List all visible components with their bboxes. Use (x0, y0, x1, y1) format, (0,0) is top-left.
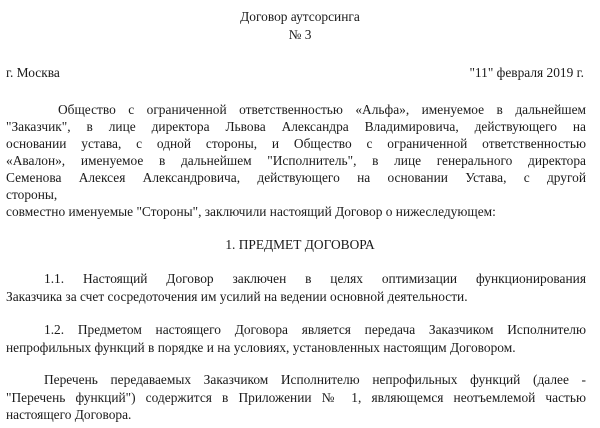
preamble-line: "Заказчик", в лице директора Львова Александра Владимировича, действующего на (6, 119, 586, 134)
contract-date: "11" февраля 2019 г. (469, 65, 584, 80)
paragraph-line: настоящего Договора. (6, 407, 132, 422)
preamble-line: Семенова Алексея Александровича, действующего на основании Устава, с другой (6, 170, 586, 185)
preamble-line: Общество с ограниченной ответственностью «Альфа», именуемое в дальнейшем (58, 102, 586, 117)
city: г. Москва (6, 65, 60, 80)
preamble-line: основании устава, с одной стороны, и Общество с ограниченной ответственностью (6, 136, 586, 151)
section-title: 1. ПРЕДМЕТ ДОГОВОРА (225, 237, 375, 252)
preamble-line: «Авалон», именуемое в дальнейшем "Исполнитель", в лице генерального директора (6, 153, 586, 168)
document-number: № 3 (288, 27, 312, 42)
paragraph-line: Перечень передаваемых Заказчиком Исполнителю непрофильных функций (далее - (44, 372, 586, 387)
document-title: Договор аутсорсинга (240, 9, 360, 24)
clause-line: непрофильных функций в порядке и на условиях, установленных настоящим Договором. (6, 340, 516, 355)
preamble-line: совместно именуемые "Стороны", заключили настоящий Договор о нижеследующем: (6, 204, 496, 219)
clause-line: 1.1. Настоящий Договор заключен в целях оптимизации функционирования (44, 271, 586, 286)
clause-line: Заказчика за счет сосредоточения им усилий на ведении основной деятельности. (6, 289, 468, 304)
paragraph-line: "Перечень функций") содержится в Приложении № 1, являющемся неотъемлемой частью (6, 390, 586, 405)
clause-line: 1.2. Предметом настоящего Договора является передача Заказчиком Исполнителю (44, 322, 586, 337)
preamble-line: стороны, (6, 187, 58, 202)
